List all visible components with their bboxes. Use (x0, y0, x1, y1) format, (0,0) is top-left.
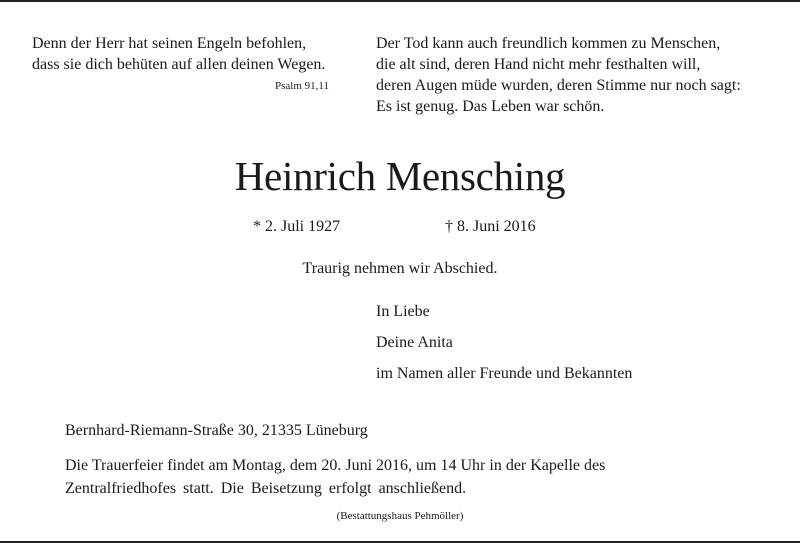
signoff-block (376, 302, 632, 395)
funeral-details-line: Zentralfriedhofes statt. Die Beisetzung erfolgt anschließend. (65, 480, 467, 497)
signoff-line: In Liebe (376, 303, 430, 320)
family-address: Bernhard-Riemann-Straße 30, 21335 Lüneburg (65, 422, 368, 439)
top-border-rule (0, 0, 800, 2)
psalm-quote-line: dass sie dich behüten auf allen deinen Wegen. (32, 56, 326, 73)
poem-quote-line: Es ist genug. Das Leben war schön. (376, 98, 605, 115)
psalm-quote (32, 33, 352, 75)
signoff-line: Deine Anita (376, 334, 453, 351)
poem-quote-line: deren Augen müde wurden, deren Stimme nur noch sagt: (376, 77, 741, 94)
funeral-details-line: Die Trauerfeier findet am Montag, dem 20. Juni 2016, um 14 Uhr in der Kapelle des (65, 457, 606, 474)
undertaker-credit: (Bestattungshaus Pehmöller) (336, 510, 464, 522)
poem-quote-line: die alt sind, deren Hand nicht mehr festhalten will, (376, 56, 701, 73)
death-date: † 8. Juni 2016 (445, 218, 536, 235)
farewell-text: Traurig nehmen wir Abschied. (302, 260, 498, 277)
psalm-source: Psalm 91,11 (275, 80, 329, 92)
poem-quote-line: Der Tod kann auch freundlich kommen zu Menschen, (376, 35, 721, 52)
birth-date: * 2. Juli 1927 (253, 218, 341, 235)
deceased-name: Heinrich Mensching (234, 153, 566, 199)
funeral-details (65, 454, 745, 500)
poem-quote (376, 33, 786, 117)
psalm-quote-line: Denn der Herr hat seinen Engeln befohlen, (32, 35, 307, 52)
signoff-line: im Namen aller Freunde und Bekannten (376, 365, 633, 382)
